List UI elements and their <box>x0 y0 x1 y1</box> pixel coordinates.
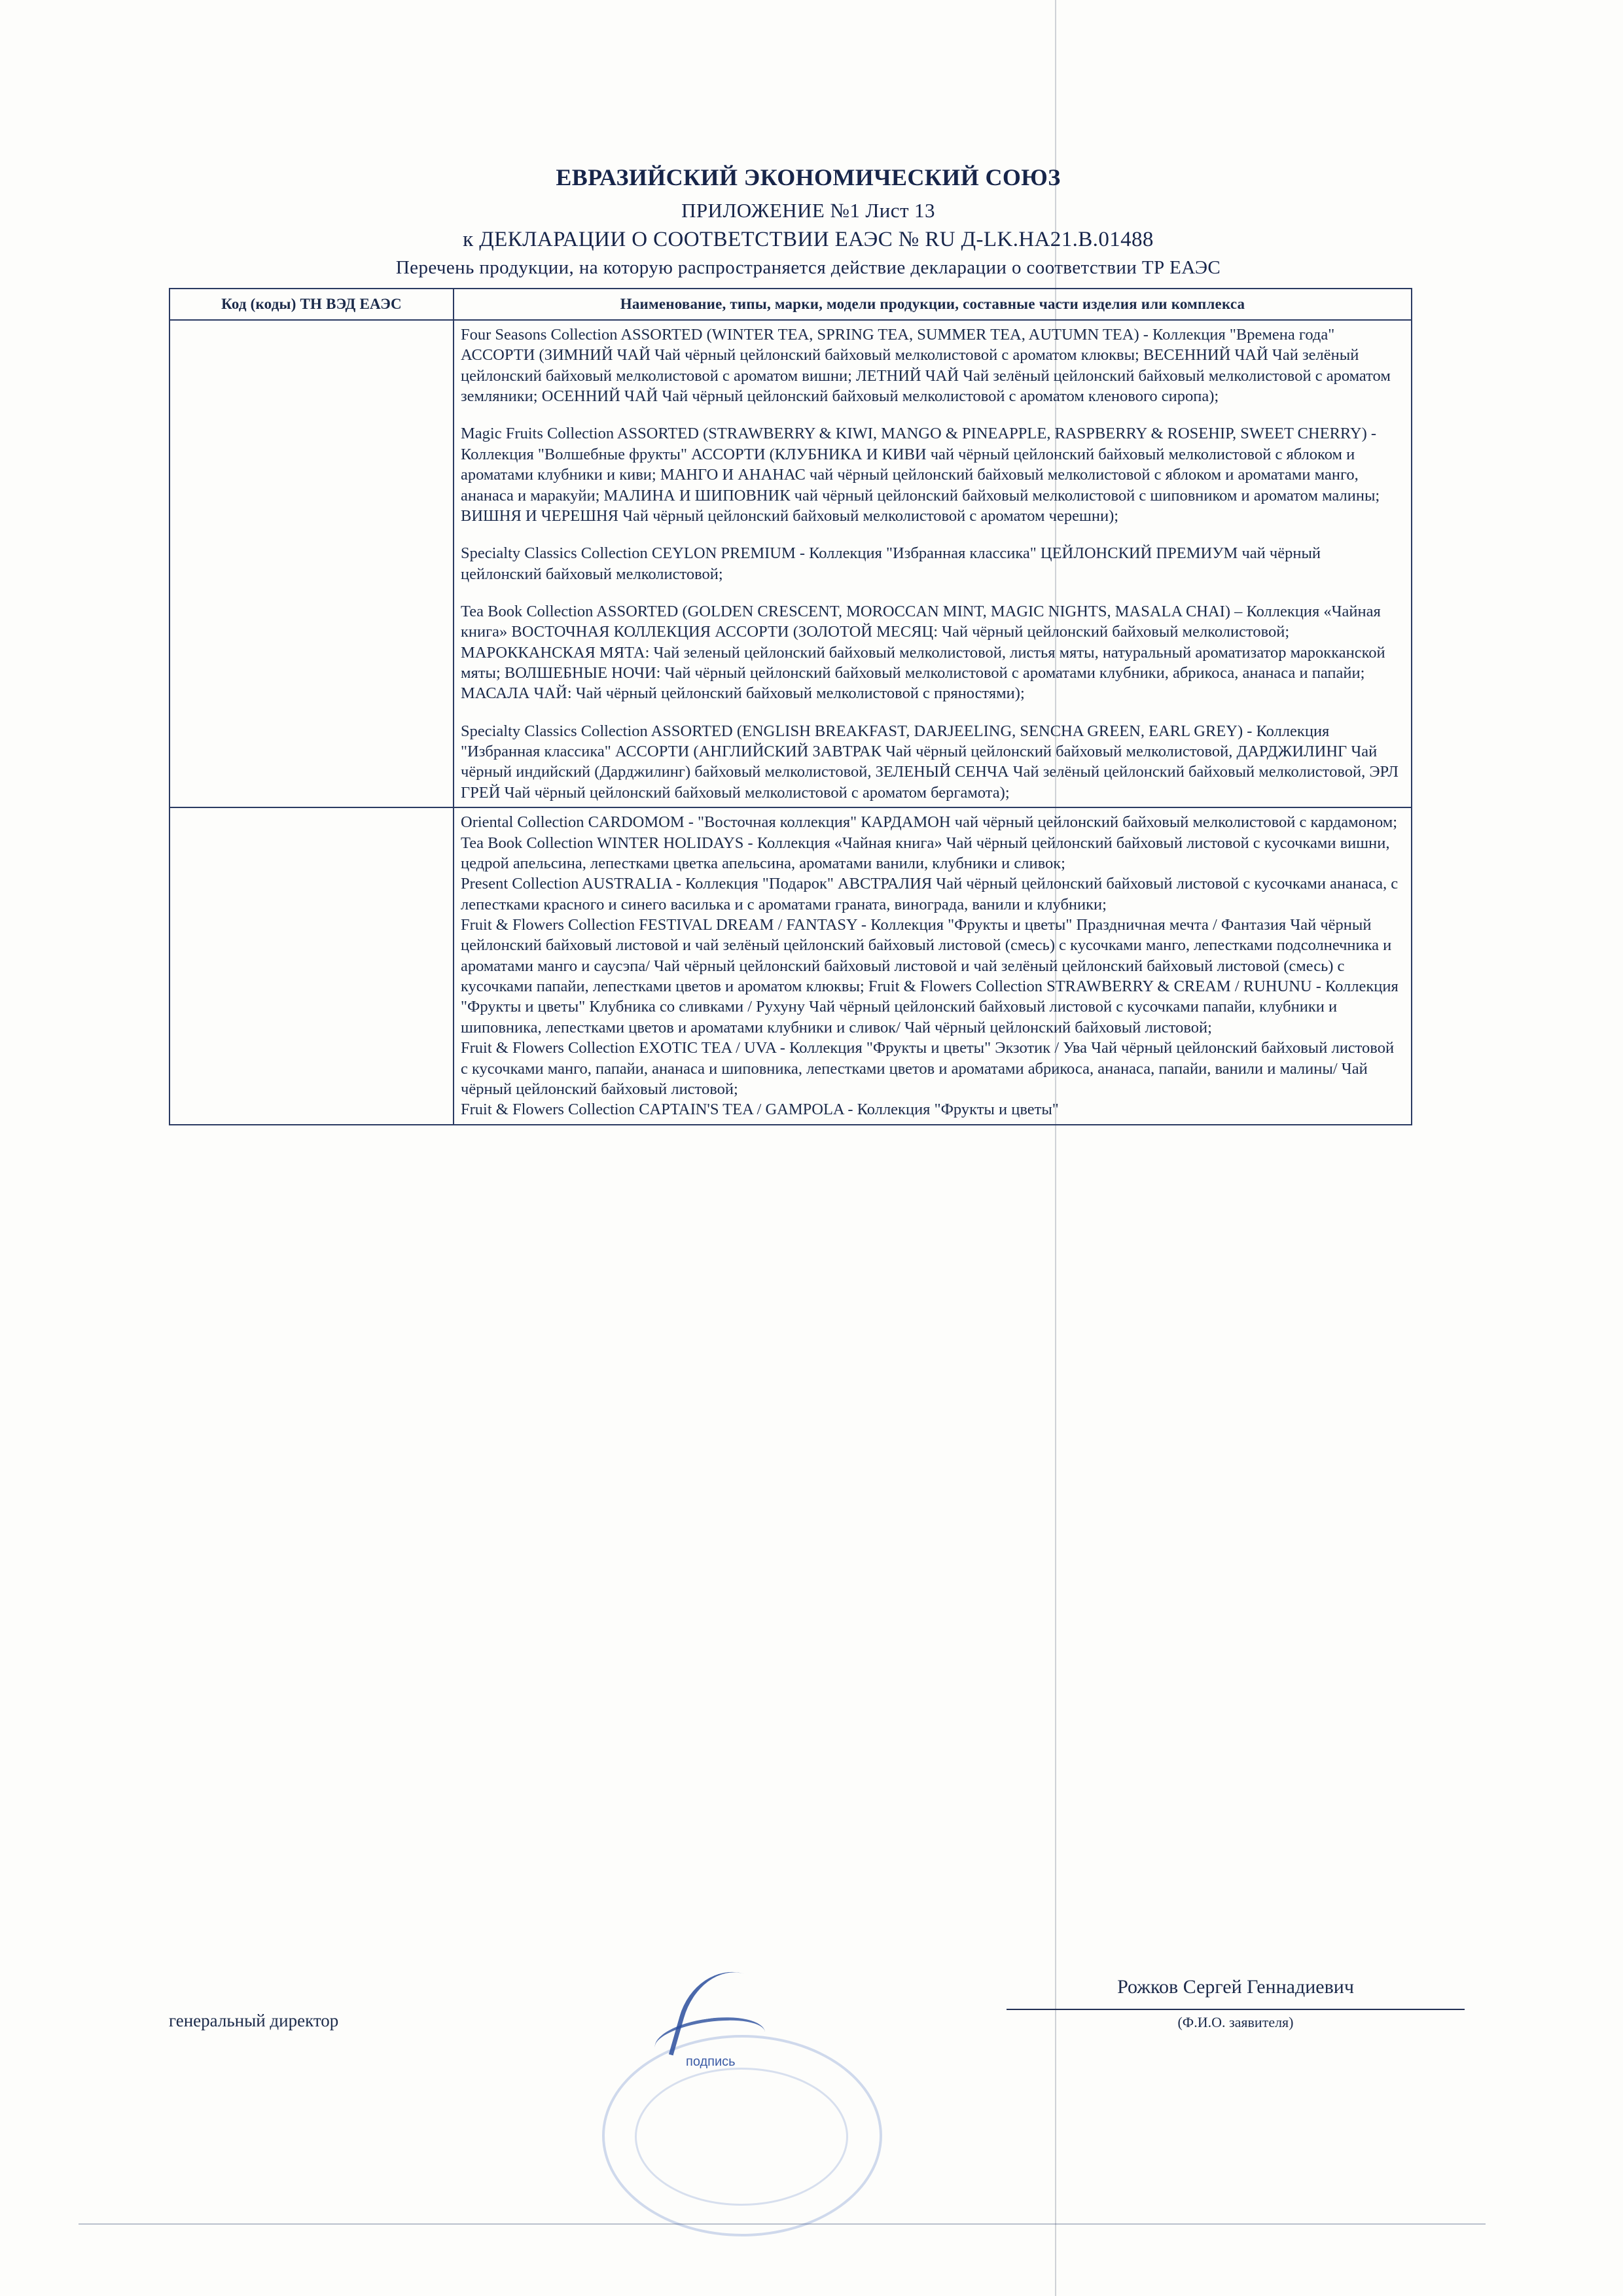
column-header-name: Наименование, типы, марки, модели продукции, составные части изделия или комплекса <box>454 289 1412 320</box>
product-paragraph: Specialty Classics Collection ASSORTED (ENGLISH BREAKFAST, DARJEELING, SENCHA GREEN, EARL GREY) - Коллекция "Избранная классика" АССОРТИ (АНГЛИЙСКИЙ ЗАВТРАК Чай чёрный цейлонский байховый мелколистовой, ДАРДЖИЛИНГ Чай чёрный индийский (Дарджилинг) байховый мелколистовой, ЗЕЛЕНЫЙ СЕНЧА Чай зелёный цейлонский байховый мелколистовой, ЭРЛ ГРЕЙ Чай чёрный цейлонский байховый мелколистовой с ароматом бергамота); <box>461 722 1399 802</box>
table-header-row <box>169 289 1412 320</box>
page-bottom-rule <box>79 2223 1486 2225</box>
signatory-position: генеральный директор <box>169 2011 339 2030</box>
product-paragraph: Specialty Classics Collection CEYLON PREMIUM - Коллекция "Избранная классика" ЦЕЙЛОНСКИЙ ПРЕМИУМ чай чёрный цейлонский байховый мелколистовой; <box>461 544 1321 583</box>
declaration-number-line: к ДЕКЛАРАЦИИ О СООТВЕТСТВИИ ЕАЭС № RU Д-LK.НА21.В.01488 <box>463 228 1154 251</box>
column-header-code: Код (коды) ТН ВЭД ЕАЭС <box>169 289 454 320</box>
signature-rule <box>1007 2000 1465 2010</box>
cell-product-names <box>454 807 1412 1124</box>
union-title: ЕВРАЗИЙСКИЙ ЭКОНОМИЧЕСКИЙ СОЮЗ <box>556 164 1061 190</box>
appendix-line: ПРИЛОЖЕНИЕ №1 Лист 13 <box>681 199 935 222</box>
cell-code <box>169 807 454 1124</box>
product-paragraph: Tea Book Collection WINTER HOLIDAYS - Коллекция «Чайная книга» Чай чёрный цейлонский байховый листовой с кусочками вишни, цедрой апельсина, лепестками цветка апельсина, ароматами ванили, клубники и сливок; <box>461 834 1390 872</box>
product-paragraph: Fruit & Flowers Collection FESTIVAL DREAM / FANTASY - Коллекция "Фрукты и цветы" Праздничная мечта / Фантазия Чай чёрный цейлонский байховый листовой и чай зелёный цейлонский байховый листовой (смесь) с кусочками манго, лепестками подсолнечника и ароматами манго и саусэпа/ Чай чёрный цейлонский байховый листовой и чай зелёный цейлонский байховый листовой (смесь) с кусочками папайи, лепестками цветов и ароматом клюквы; Fruit & Flowers Collection STRAWBERRY & CREAM / RUHUNU - Коллекция "Фрукты и цветы" Клубника со сливками / Рухуну Чай чёрный цейлонский байховый листовой с кусочками папайи, клубники и шиповника, лепестками цветов и ароматами клубники и сливок/ Чай чёрный цейлонский байховый листовой; <box>461 915 1399 1036</box>
cell-code <box>169 320 454 807</box>
document-body <box>151 164 1466 1125</box>
product-table <box>169 288 1412 1125</box>
product-paragraph: Fruit & Flowers Collection EXOTIC TEA / UVA - Коллекция "Фрукты и цветы" Экзотик / Ува Чай чёрный цейлонский байховый листовой с кусочками манго, папайи, ананаса и шиповника, лепестками цветов и ароматами абрикоса, ананаса, папайи, ванили и малины/ Чай чёрный цейлонский байховый листовой; <box>461 1039 1395 1098</box>
product-list-subtitle: Перечень продукции, на которую распространяется действие декларации о соответствии ТР ЕАЭС <box>395 257 1221 278</box>
cell-product-names <box>454 320 1412 807</box>
signature-label: подпись <box>686 2055 736 2069</box>
product-paragraph: Magic Fruits Collection ASSORTED (STRAWBERRY & KIWI, MANGO & PINEAPPLE, RASPBERRY & ROSEHIP, SWEET CHERRY) - Коллекция "Волшебные фрукты" АССОРТИ (КЛУБНИКА И КИВИ чай чёрный цейлонский байховый мелколистовой с яблоком и ароматами клубники и киви; МАНГО И АНАНАС чай чёрный цейлонский байховый мелколистовой с яблоком и ароматами манго, ананаса и маракуйи; МАЛИНА И ШИПОВНИК чай чёрный цейлонский байховый мелколистовой с шиповником и ароматом малины; ВИШНЯ И ЧЕРЕШНЯ Чай чёрный цейлонский байховый мелколистовой с ароматом черешни); <box>461 425 1380 525</box>
product-paragraph: Fruit & Flowers Collection CAPTAIN'S TEA / GAMPOLA - Коллекция "Фрукты и цветы" <box>461 1101 1059 1119</box>
product-paragraph: Present Collection AUSTRALIA - Коллекция "Подарок" АВСТРАЛИЯ Чай чёрный цейлонский байховый листовой с кусочками ананаса, с лепестками красного и синего василька и с ароматами граната, винограда, ванили и клубники; <box>461 875 1399 913</box>
table-row <box>169 320 1412 807</box>
product-paragraph: Four Seasons Collection ASSORTED (WINTER TEA, SPRING TEA, SUMMER TEA, AUTUMN TEA) - Коллекция "Времена года" АССОРТИ (ЗИМНИЙ ЧАЙ Чай чёрный цейлонский байховый мелколистовой с ароматом клюквы; ВЕСЕННИЙ ЧАЙ Чай зелёный цейлонский байховый мелколистовой с ароматом вишни; ЛЕТНИЙ ЧАЙ Чай зелёный цейлонский байховый мелколистовой с ароматом земляники; ОСЕННИЙ ЧАЙ Чай чёрный цейлонский байховый мелколистовой с ароматом кленового сиропа); <box>461 326 1391 406</box>
stamp-inner-ring <box>635 2068 848 2206</box>
table-row <box>169 807 1412 1124</box>
product-paragraph: Oriental Collection CARDOMOM - "Восточная коллекция" КАРДАМОН чай чёрный цейлонский байховый мелколистовой с кардамоном; <box>461 813 1398 832</box>
signatory-name: Рожков Сергей Геннадиевич <box>1117 1976 1354 1998</box>
signatory-caption: (Ф.И.О. заявителя) <box>1177 2014 1294 2030</box>
handwritten-signature <box>576 1956 942 2231</box>
product-paragraph: Tea Book Collection ASSORTED (GOLDEN CRESCENT, MOROCCAN MINT, MAGIC NIGHTS, MASALA CHAI) – Коллекция «Чайная книга» ВОСТОЧНАЯ КОЛЛЕКЦИЯ АССОРТИ (ЗОЛОТОЙ МЕСЯЦ: Чай чёрный цейлонский байховый мелколистовой; МАРОККАНСКАЯ МЯТА: Чай зеленый цейлонский байховый мелколистовой, листья мяты, натуральный ароматизатор марокканской мяты; ВОЛШЕБНЫЕ НОЧИ: Чай чёрный цейлонский байховый мелколистовой с ароматами клубники, абрикоса, ананаса и папайи; МАСАЛА ЧАЙ: Чай чёрный цейлонский байховый мелколистовой с пряностями); <box>461 602 1385 703</box>
